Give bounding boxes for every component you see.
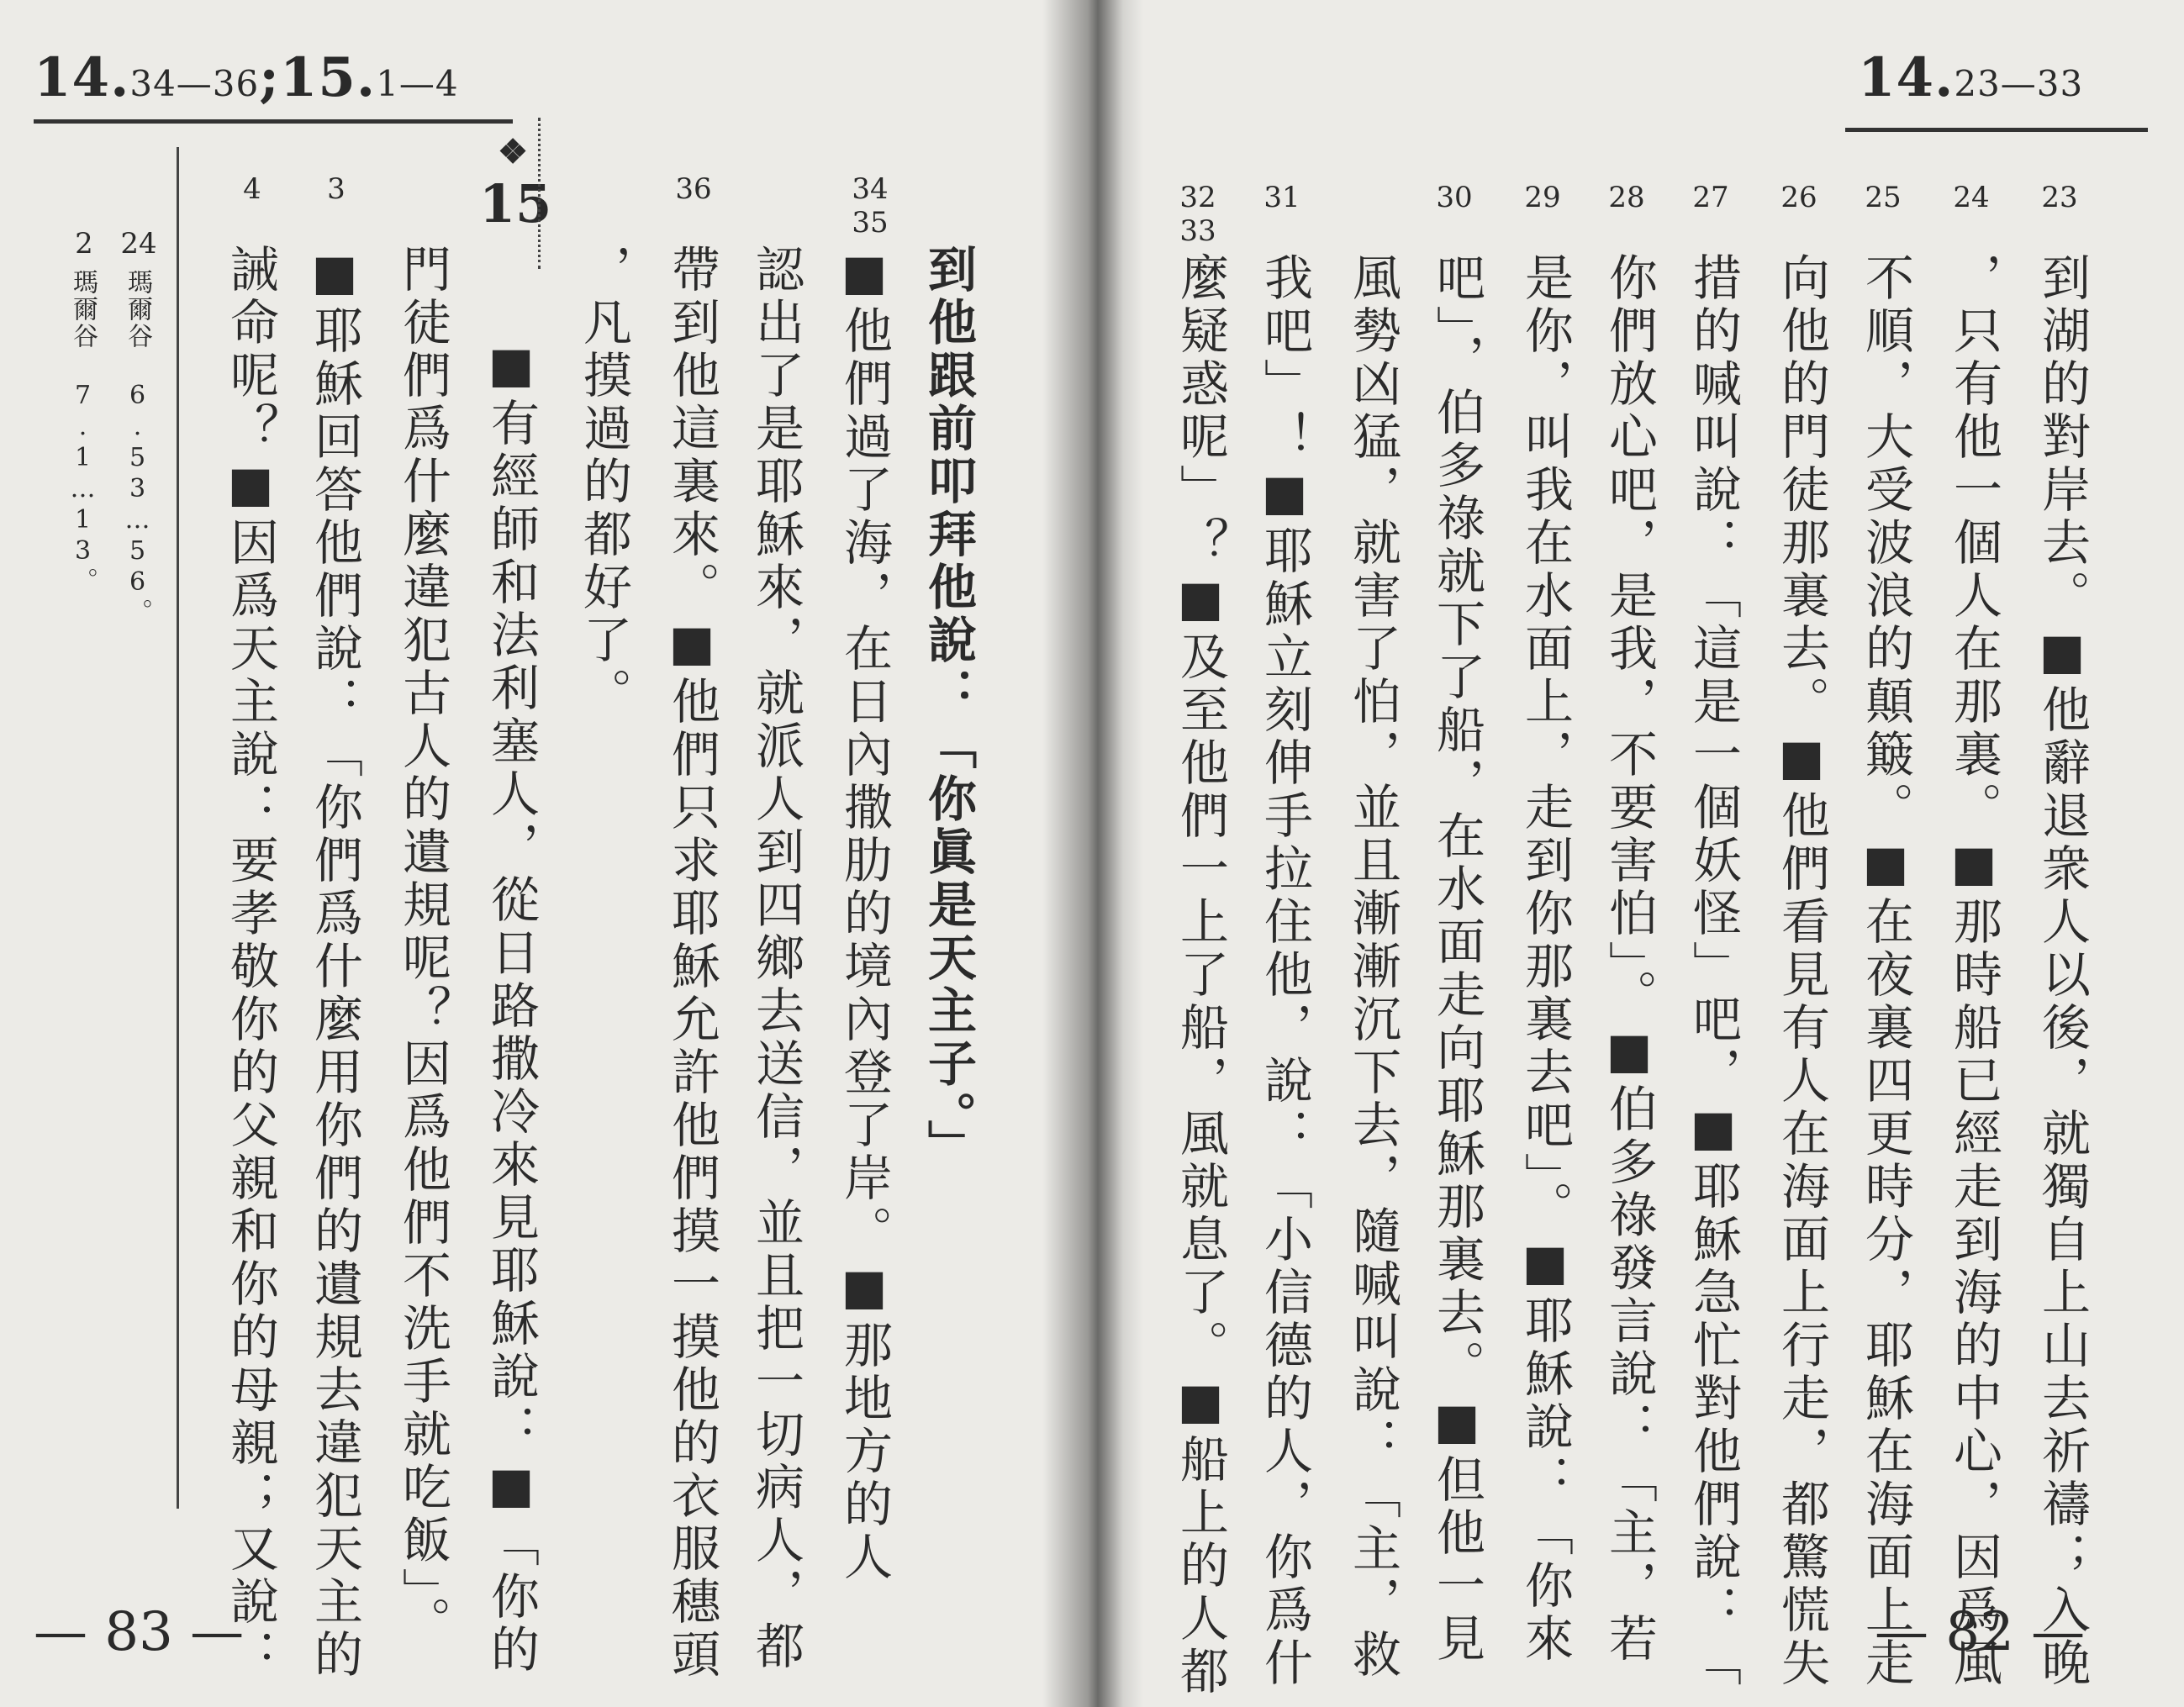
- verse-number: 28: [1608, 181, 1645, 214]
- text-column: 你們放心吧，是我，不要害怕」。■伯多祿發言說：「主，若: [1601, 252, 1658, 1666]
- left-running-header: [34, 46, 459, 109]
- header-verses: 34—36: [129, 63, 260, 104]
- verse-number: 24: [1953, 181, 1990, 214]
- text-column: 認出了是耶穌來，就派人到四鄉去送信，並且把一切病人，都: [747, 244, 804, 1673]
- header-chapter: 14.: [34, 46, 130, 109]
- text-column: ，只有他一個人在那裏。■那時船已經走到海的中心，因爲風: [1945, 252, 2002, 1690]
- verse-number: 36: [675, 172, 712, 206]
- book-gutter-shadow: [1042, 0, 1143, 1707]
- text-column: 措的喊叫說：「這是一個妖怪」吧，■耶穌急忙對他們說：「: [1685, 252, 1742, 1690]
- text-column: 我吧」！■耶穌立刻伸手拉住他，說：「小信德的人，你爲什: [1256, 252, 1313, 1690]
- text-column: 麼疑惑呢」？■及至他們一上了船，風就息了。■船上的人都: [1172, 252, 1229, 1699]
- text-column: 向他的門徒那裏去。■他們看見有人在海面上行走，都驚慌失: [1773, 252, 1830, 1690]
- verse-number: 32 33: [1179, 181, 1216, 248]
- text-column: ■耶穌回答他們說：「你們爲什麼用你們的遺規去違犯天主的: [306, 244, 363, 1682]
- header-verses-2: 1—4: [376, 63, 459, 104]
- right-page: [1084, 0, 2184, 1707]
- text-column: ■有經師和法利塞人，從日路撒冷來見耶穌說：■「你的: [483, 336, 540, 1677]
- header-separator: ;: [259, 46, 280, 109]
- page-number: — 82 —: [1875, 1601, 2086, 1663]
- page-number: — 83 —: [34, 1601, 245, 1663]
- header-verses: 23—33: [1954, 63, 2084, 104]
- right-header-rule: [1845, 128, 2148, 132]
- chapter-marker: [479, 126, 552, 234]
- verse-number: 23: [2041, 181, 2078, 214]
- verse-number: 25: [1865, 181, 1902, 214]
- left-page: [0, 0, 1084, 1707]
- text-column: 到他跟前叩拜他說：「你眞是天主子。」: [920, 244, 977, 1172]
- text-column: 風勢凶猛，就害了怕，並且漸漸沉下去，隨喊叫說：「主，救: [1344, 252, 1401, 1682]
- text-column: 誡命呢？■因爲天主說：要孝敬你的父親和你的母親；又說：: [222, 244, 279, 1682]
- margin-rule: [177, 147, 179, 1509]
- verse-number: 30: [1436, 181, 1473, 214]
- verse-number: 31: [1263, 181, 1300, 214]
- cross-ref-label: 2: [75, 227, 93, 261]
- verse-number: 3: [327, 172, 346, 206]
- cross-ref: 瑪爾谷 7.1…13。: [68, 269, 98, 594]
- text-column: 到湖的對岸去。■他辭退衆人以後，就獨自上山去祈禱；入晚: [2034, 252, 2091, 1690]
- chapter-ornament-line: [538, 118, 549, 269]
- verse-number: 4: [243, 172, 261, 206]
- left-header-rule: [34, 119, 513, 124]
- text-column: 帶到他這裏來。■他們只求耶穌允許他們摸一摸他的衣服穗頭: [663, 244, 720, 1682]
- chapter-number: 15: [479, 173, 552, 234]
- chapter-ornament-icon: ❖: [498, 132, 528, 171]
- text-column: 門徒們爲什麼違犯古人的遺規呢？因爲他們不洗手就吃飯」。: [394, 244, 451, 1649]
- right-running-header: [1858, 46, 2083, 109]
- text-column: ，凡摸過的都好了。: [575, 244, 632, 720]
- verse-number: 27: [1692, 181, 1729, 214]
- header-chapter-2: 15.: [279, 46, 377, 109]
- text-column: 不順，大受波浪的顛簸。■在夜裏四更時分，耶穌在海面上走: [1857, 252, 1914, 1690]
- verse-number: 26: [1780, 181, 1817, 214]
- cross-ref: 瑪爾谷 6.53…56。: [123, 269, 152, 625]
- verse-number: 29: [1524, 181, 1561, 214]
- cross-ref-label: 24: [120, 227, 157, 261]
- text-column: ■他們過了海，在日內撒肋的境內登了岸。■那地方的人: [836, 244, 893, 1584]
- header-chapter: 14.: [1858, 46, 1955, 109]
- text-column: 是你，叫我在水面上，走到你那裏去吧」。■耶穌說：「你來: [1517, 252, 1574, 1666]
- text-column: 吧」，伯多祿就下了船，在水面走向耶穌那裏去。■但他一見: [1428, 252, 1485, 1666]
- verse-number: 34 35: [852, 172, 889, 240]
